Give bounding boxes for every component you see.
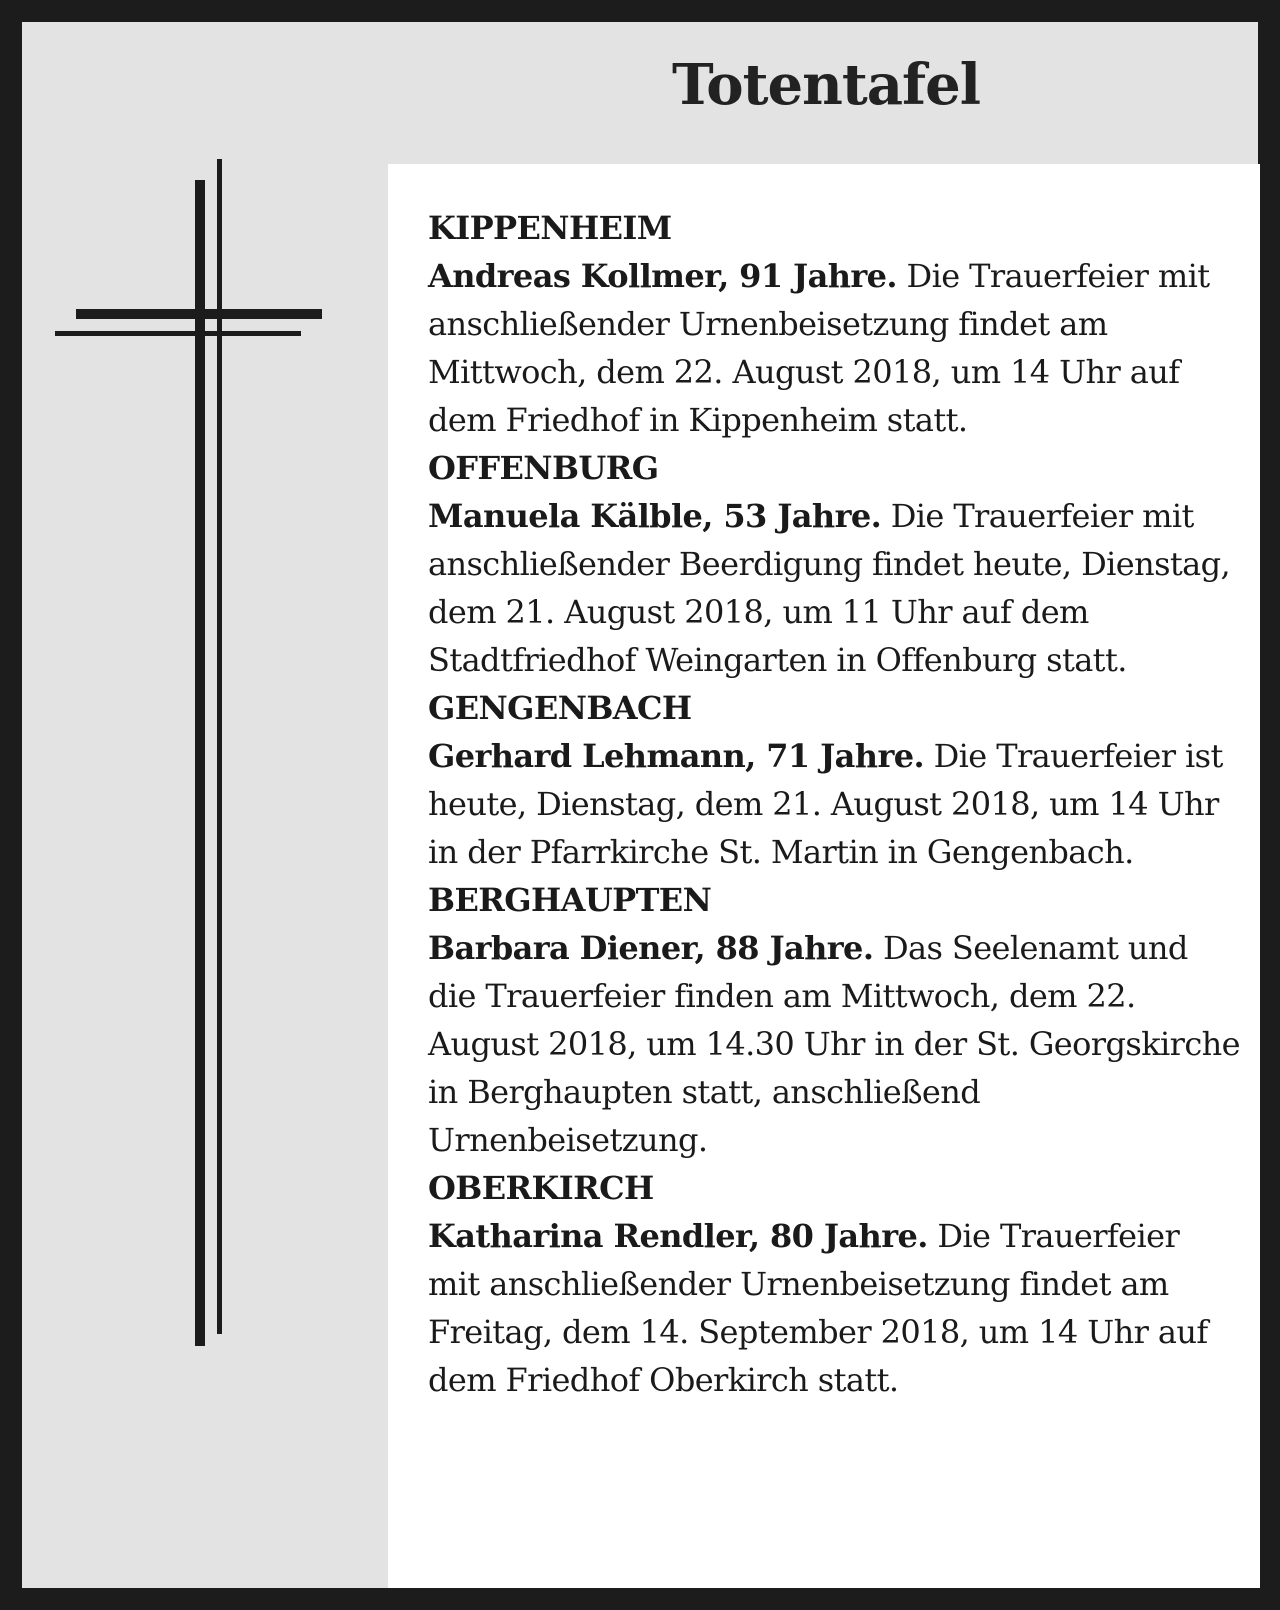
notice-place: GENGENBACH [428, 689, 692, 727]
cross-icon [22, 22, 388, 1588]
notice-entry [428, 684, 1240, 876]
notice-place: OFFENBURG [428, 449, 659, 487]
notice-text: Die Trauerfeier mit anschließender Urnenbeisetzung findet am Mittwoch, dem 22. August 2018, um 14 Uhr auf dem Friedhof in Kippenheim statt. [428, 257, 1210, 439]
notice-text: Die Trauerfeier mit anschließender Beerdigung findet heute, Dienstag, dem 21. August 2018, um 11 Uhr auf dem Stadtfriedhof Weingarten in Offenburg statt. [428, 497, 1231, 679]
notice-entry [428, 1164, 1240, 1404]
notice-text: Die Trauerfeier ist heute, Dienstag, dem 21. August 2018, um 14 Uhr in der Pfarrkirche St. Martin in Gengenbach. [428, 737, 1223, 871]
notice-name: Andreas Kollmer, 91 Jahre. [428, 257, 897, 295]
notice-body [428, 257, 1210, 439]
obituary-frame [22, 22, 1258, 1588]
notice-name: Barbara Diener, 88 Jahre. [428, 929, 874, 967]
notice-entry [428, 204, 1240, 444]
notice-body [428, 929, 1240, 1159]
notice-name: Manuela Kälble, 53 Jahre. [428, 497, 882, 535]
notice-name: Gerhard Lehmann, 71 Jahre. [428, 737, 925, 775]
notice-text: Das Seelenamt und die Trauerfeier finden am Mittwoch, dem 22. August 2018, um 14.30 Uhr in der St. Georgskirche in Berghaupten statt, anschließend Urnenbeisetzung. [428, 929, 1240, 1159]
notice-body [428, 1217, 1208, 1399]
notice-place: BERGHAUPTEN [428, 881, 712, 919]
notices-panel [388, 164, 1260, 1588]
notice-body [428, 737, 1223, 871]
notice-place: KIPPENHEIM [428, 209, 672, 247]
notices-list [428, 204, 1240, 1404]
notice-name: Katharina Rendler, 80 Jahre. [428, 1217, 928, 1255]
page-title: Totentafel [672, 52, 980, 118]
notice-entry [428, 876, 1240, 1164]
notice-place: OBERKIRCH [428, 1169, 654, 1207]
notice-entry [428, 444, 1240, 684]
notice-text: Die Trauerfeier mit anschließender Urnenbeisetzung findet am Freitag, dem 14. September 2018, um 14 Uhr auf dem Friedhof Oberkirch statt. [428, 1217, 1208, 1399]
notice-body [428, 497, 1230, 679]
